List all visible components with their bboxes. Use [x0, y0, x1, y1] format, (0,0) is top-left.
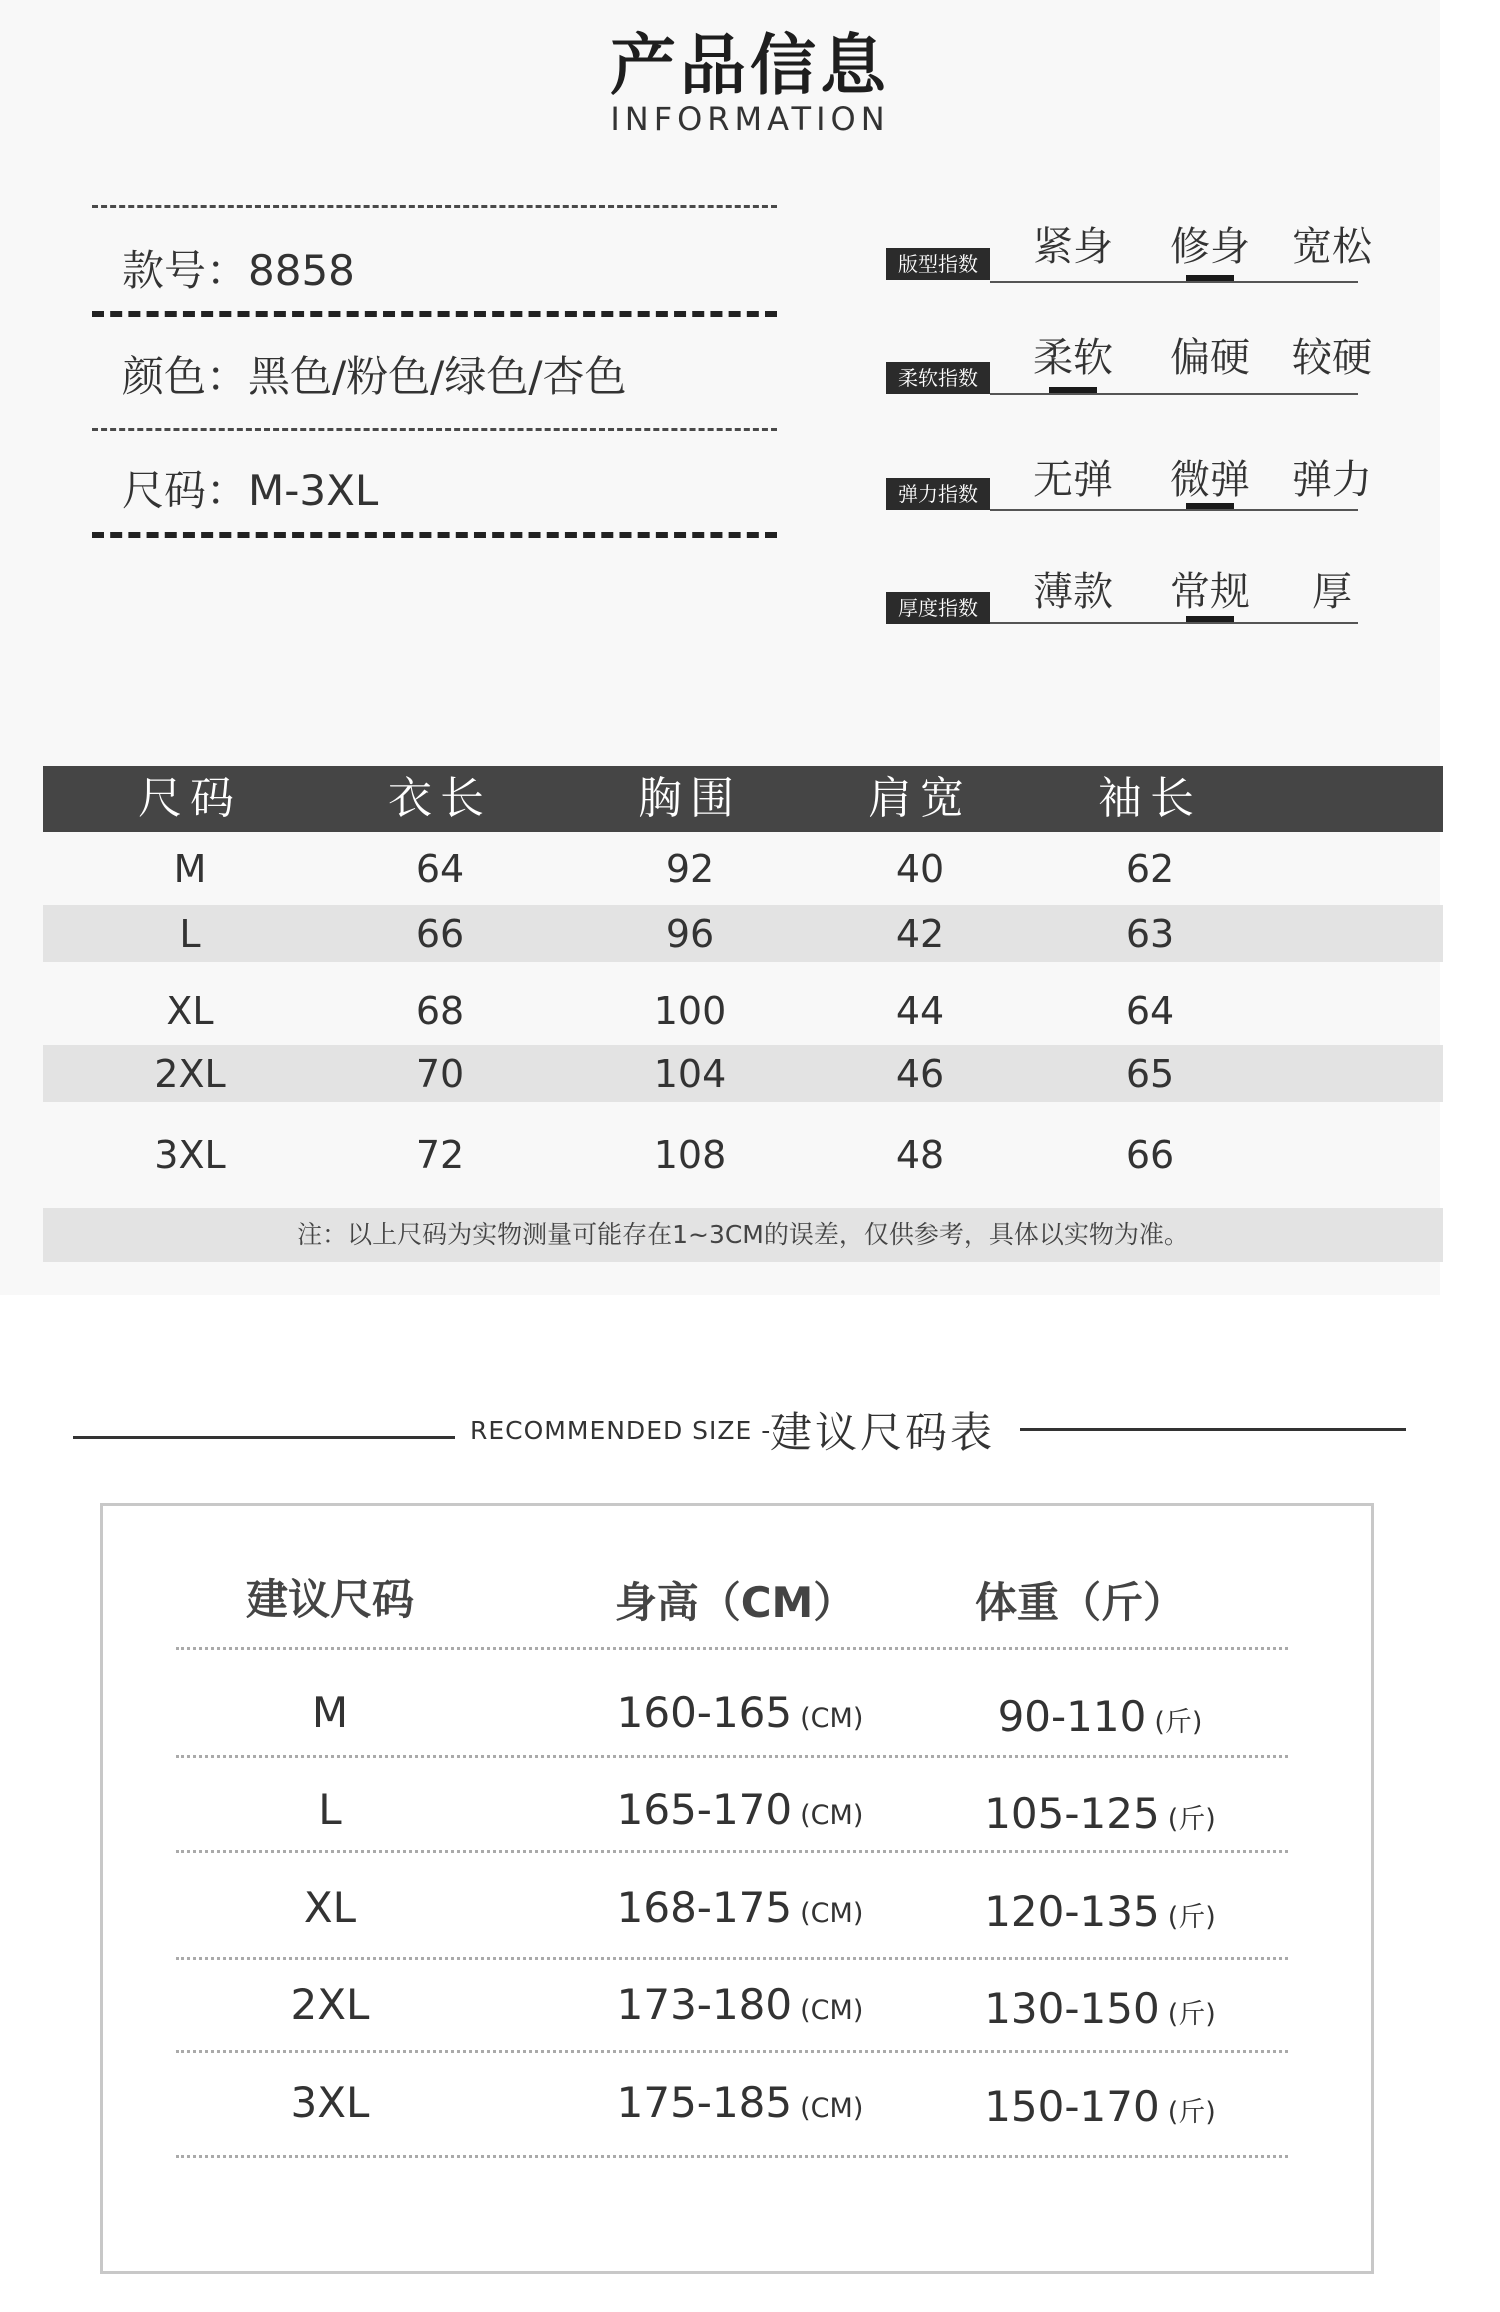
style-number-label: 款号： [122, 246, 249, 295]
rec-size: 3XL [290, 2078, 370, 2127]
rec-weight [960, 1984, 1240, 2033]
table-cell: L [179, 911, 201, 956]
color-info [122, 344, 626, 404]
size-value: M-3XL [248, 466, 379, 515]
index-option: 微弹 [1170, 457, 1250, 503]
rec-weight-value: 130-150 [984, 1984, 1160, 2033]
color-value: 黑色/粉色/绿色/杏色 [248, 352, 627, 401]
table-cell: 64 [415, 846, 465, 891]
rec-weight [960, 2082, 1240, 2131]
rec-weight-value: 90-110 [997, 1692, 1147, 1741]
index-selected-marker [1049, 387, 1097, 393]
rec-height-value: 160-165 [616, 1688, 793, 1737]
style-number [122, 238, 355, 298]
rec-weight [960, 1789, 1240, 1838]
table-row [43, 832, 1443, 905]
index-line [990, 393, 1358, 395]
divider [176, 2050, 1288, 2053]
measure-note: 注：以上尺码为实物测量可能存在1~3CM的误差，仅供参考，具体以实物为准。 [43, 1208, 1443, 1262]
page-title: 产品信息 [610, 27, 890, 104]
rec-height-unit: (CM) [800, 1995, 864, 2026]
table-cell: 92 [665, 846, 715, 891]
divider [92, 205, 777, 208]
index-option: 修身 [1170, 224, 1250, 270]
header-length: 衣长 [388, 773, 492, 824]
header-chest: 胸围 [638, 773, 742, 824]
rec-height-unit: (CM) [800, 1898, 864, 1929]
index-option: 较硬 [1292, 335, 1372, 381]
rec-header-size: 建议尺码 [245, 1575, 414, 1624]
index-option: 常规 [1170, 569, 1250, 615]
rec-height-unit: (CM) [800, 1800, 864, 1831]
divider [176, 2155, 1288, 2158]
index-line [990, 509, 1358, 511]
table-cell: 63 [1125, 911, 1175, 956]
table-cell: 68 [415, 988, 465, 1033]
index-tag: 厚度指数 [886, 592, 990, 624]
style-number-value: 8858 [248, 246, 355, 295]
table-cell: 42 [895, 911, 945, 956]
index-option: 宽松 [1292, 224, 1372, 270]
rec-height-value: 173-180 [616, 1980, 793, 2029]
rec-height [600, 1688, 880, 1737]
header-size: 尺码 [138, 773, 242, 824]
divider [176, 1957, 1288, 1960]
divider [92, 532, 777, 538]
table-cell: 48 [895, 1133, 945, 1177]
index-tag: 柔软指数 [886, 362, 990, 394]
rec-header-height: 身高（CM） [614, 1578, 856, 1627]
recommend-title-en: RECOMMENDED SIZE - [470, 1416, 772, 1445]
table-cell: M [173, 846, 207, 891]
index-selected-marker [1186, 275, 1234, 281]
table-cell: 46 [895, 1051, 945, 1096]
index-option: 弹力 [1292, 457, 1372, 503]
rec-weight [960, 1692, 1240, 1741]
index-option: 无弹 [1033, 457, 1113, 503]
rec-weight-value: 105-125 [984, 1789, 1160, 1838]
divider [176, 1755, 1288, 1758]
index-line [990, 281, 1358, 283]
table-cell: 108 [653, 1133, 727, 1177]
table-cell: 72 [415, 1133, 465, 1177]
index-selected-marker [1186, 503, 1234, 509]
index-tag: 弹力指数 [886, 478, 990, 510]
table-row [43, 1102, 1443, 1208]
table-cell: 65 [1125, 1051, 1175, 1096]
measure-table-header [43, 766, 1443, 832]
divider [176, 1647, 1288, 1650]
table-cell: 104 [653, 1051, 727, 1096]
rec-height-value: 165-170 [616, 1785, 793, 1834]
rec-weight [960, 1887, 1240, 1936]
index-option: 偏硬 [1170, 335, 1250, 381]
rec-header-weight: 体重（斤） [974, 1578, 1185, 1627]
table-row [43, 905, 1443, 962]
title-rule-left [73, 1436, 455, 1439]
color-label: 颜色： [122, 352, 249, 401]
rec-weight-unit: (斤) [1167, 1902, 1216, 1933]
table-cell: 3XL [154, 1133, 226, 1177]
table-row [43, 976, 1443, 1045]
index-line [990, 622, 1358, 624]
index-option: 薄款 [1033, 569, 1113, 615]
rec-height-value: 168-175 [616, 1883, 793, 1932]
rec-height-value: 175-185 [616, 2078, 793, 2127]
table-cell: 44 [895, 988, 945, 1033]
rec-weight-value: 150-170 [984, 2082, 1160, 2131]
table-cell: 70 [415, 1051, 465, 1096]
size-info [122, 458, 378, 518]
table-cell: 96 [665, 911, 715, 956]
rec-weight-value: 120-135 [984, 1887, 1160, 1936]
table-cell: 40 [895, 846, 945, 891]
rec-height [600, 2078, 880, 2127]
index-option: 紧身 [1033, 224, 1113, 270]
rec-weight-unit: (斤) [1154, 1707, 1203, 1738]
index-selected-marker [1186, 616, 1234, 622]
index-option: 柔软 [1033, 335, 1113, 381]
rec-size: 2XL [290, 1980, 370, 2029]
table-cell: 2XL [154, 1051, 226, 1096]
table-cell: 100 [653, 988, 727, 1033]
index-tag: 版型指数 [886, 248, 990, 280]
index-option: 厚 [1312, 569, 1352, 615]
rec-weight-unit: (斤) [1167, 1804, 1216, 1835]
recommend-title-cn: 建议尺码表 [770, 1408, 996, 1457]
rec-height-unit: (CM) [800, 1703, 864, 1734]
table-cell: XL [166, 988, 214, 1033]
divider [92, 311, 777, 317]
header-sleeve: 袖长 [1098, 773, 1202, 824]
divider [92, 428, 777, 431]
table-cell: 62 [1125, 846, 1175, 891]
rec-height [600, 1785, 880, 1834]
title-rule-right [1020, 1428, 1406, 1431]
rec-size: M [311, 1688, 349, 1737]
page-subtitle: INFORMATION [610, 100, 890, 138]
rec-height [600, 1883, 880, 1932]
table-row [43, 1045, 1443, 1102]
rec-size: L [318, 1785, 342, 1834]
divider [176, 1850, 1288, 1853]
rec-height [600, 1980, 880, 2029]
size-label: 尺码： [122, 466, 249, 515]
rec-height-unit: (CM) [800, 2093, 864, 2124]
rec-weight-unit: (斤) [1167, 1999, 1216, 2030]
table-cell: 66 [1125, 1133, 1175, 1177]
rec-weight-unit: (斤) [1167, 2097, 1216, 2128]
rec-size: XL [303, 1883, 357, 1932]
table-cell: 64 [1125, 988, 1175, 1033]
header-shoulder: 肩宽 [868, 773, 972, 824]
table-cell: 66 [415, 911, 465, 956]
